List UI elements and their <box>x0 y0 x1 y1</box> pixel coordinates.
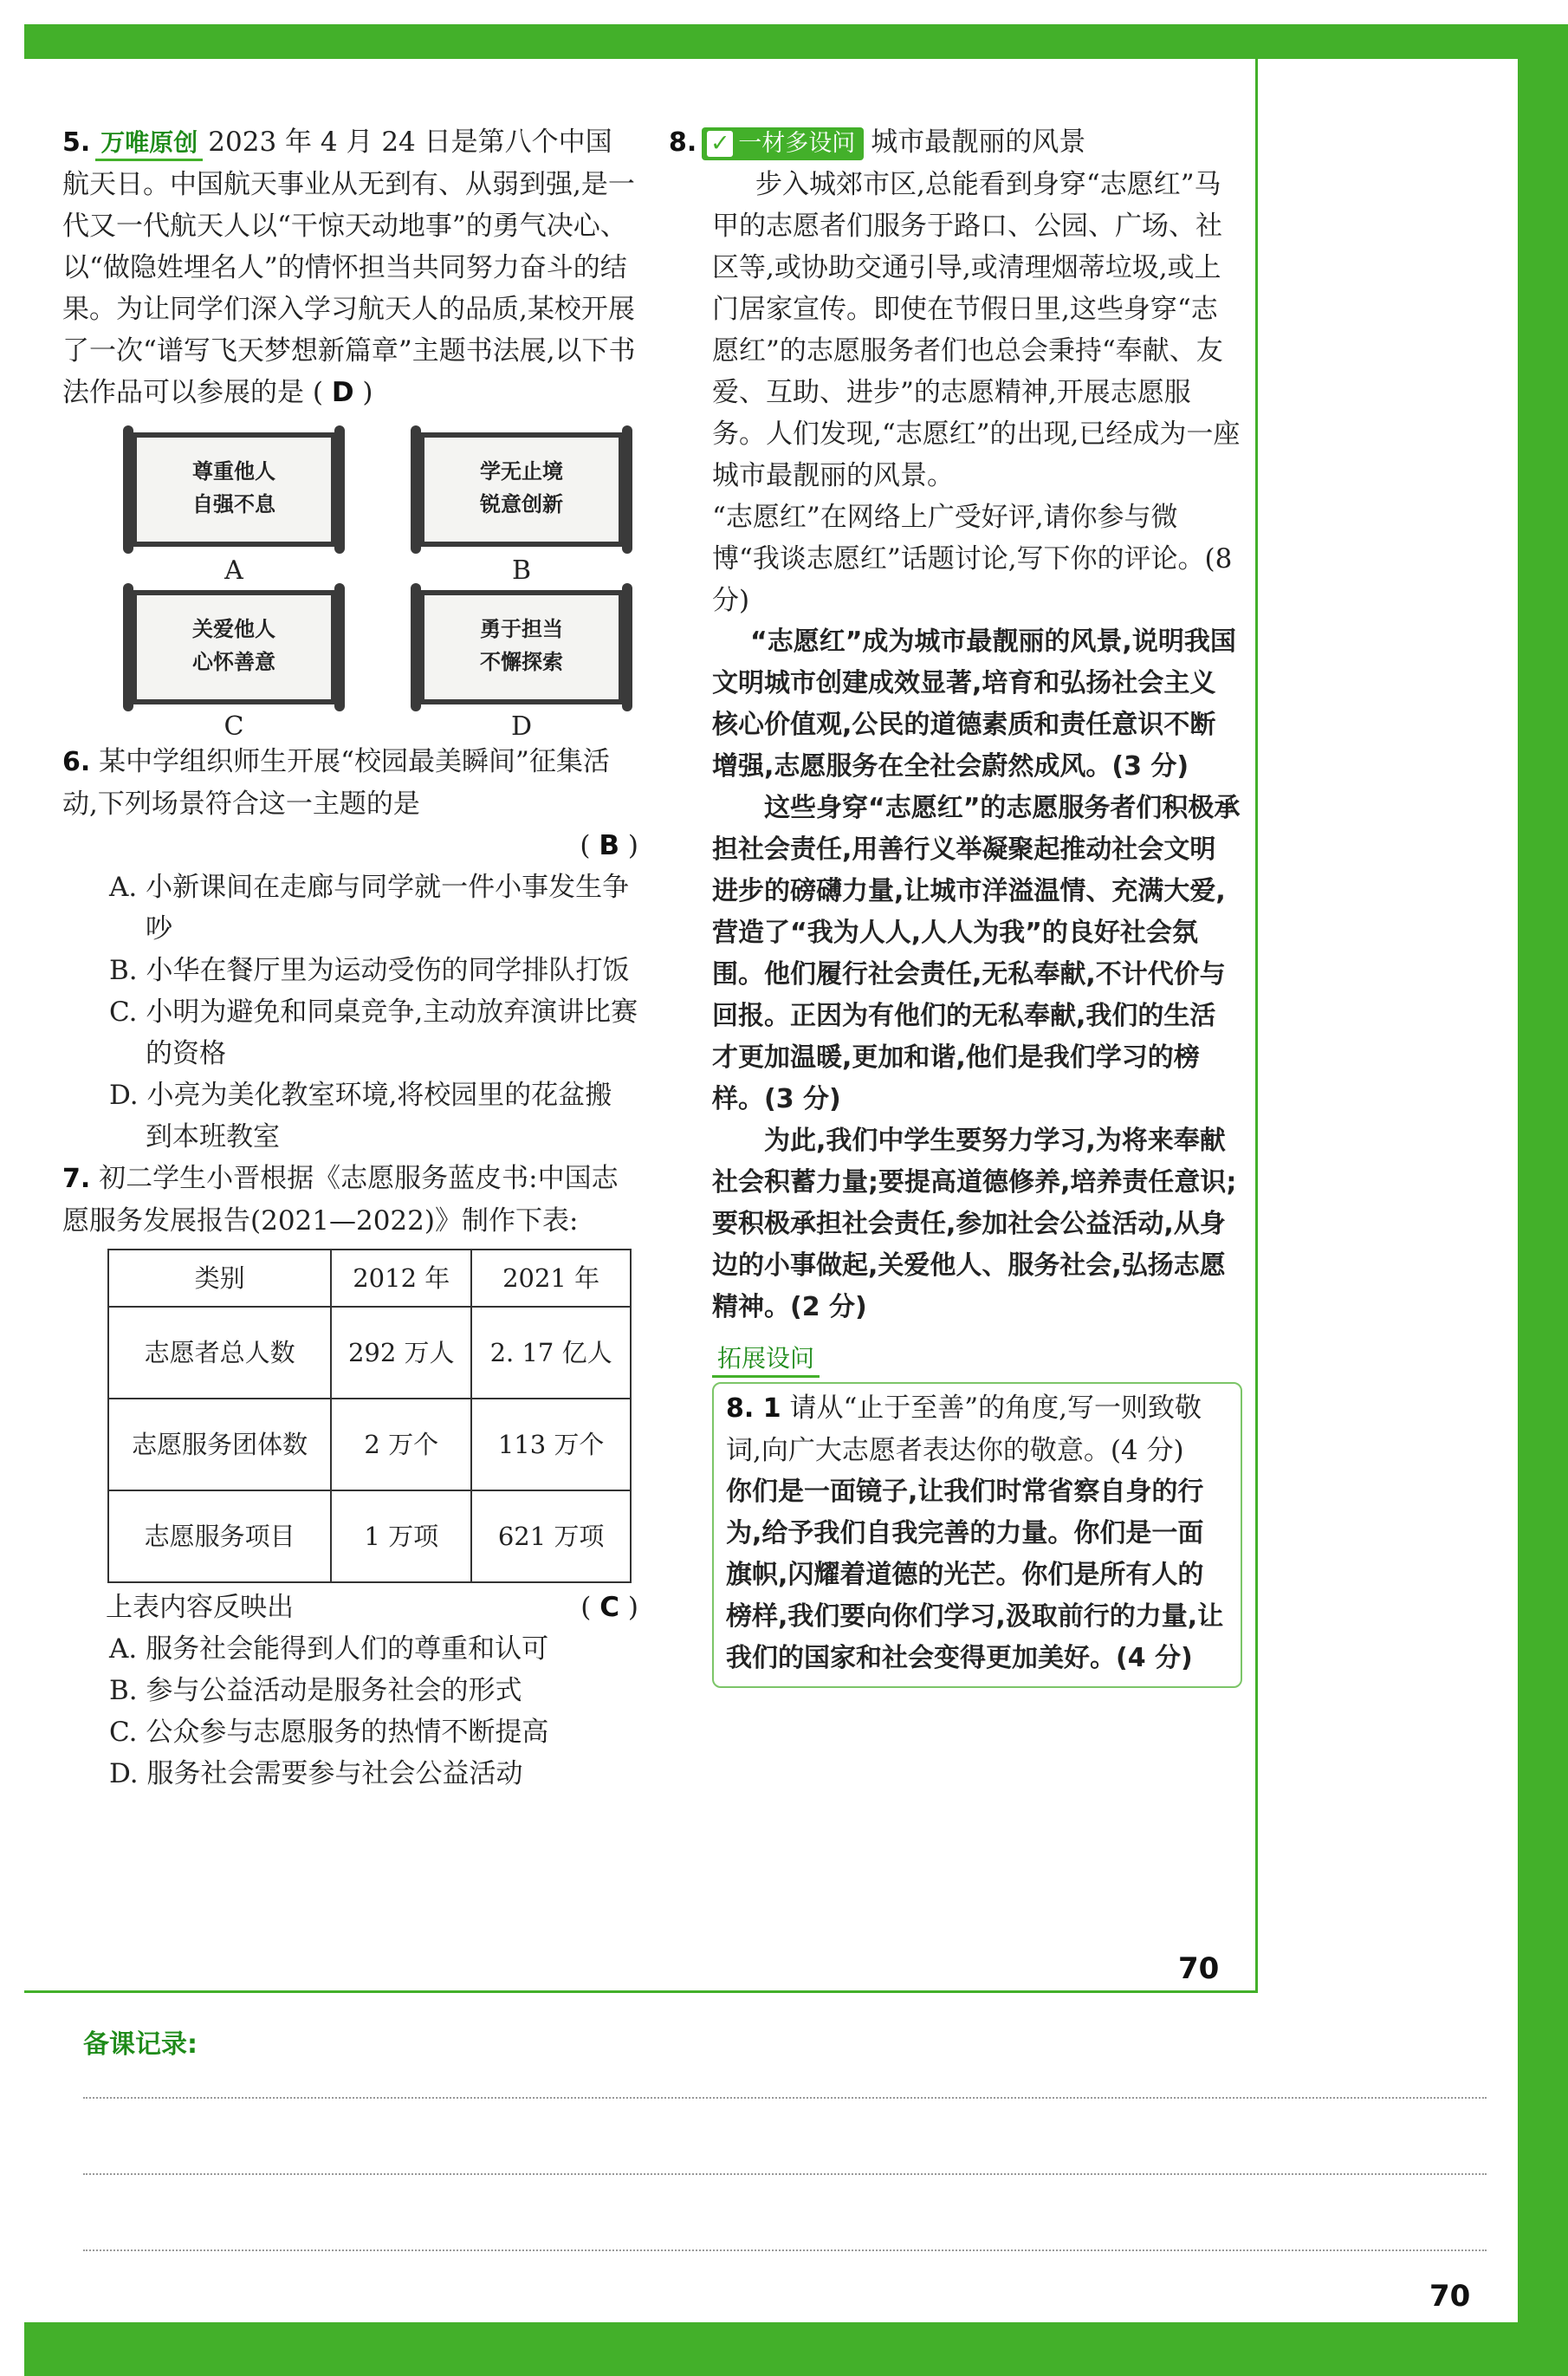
data-table <box>107 1249 632 1583</box>
scroll-b <box>419 432 624 547</box>
tag-text: 一材多设问 <box>738 130 856 157</box>
note-line <box>83 2097 1487 2099</box>
answer-bracket <box>62 825 638 867</box>
open-bracket: ( <box>580 1592 592 1623</box>
table-cell: 志愿服务项目 <box>108 1490 331 1582</box>
table-header: 2021 年 <box>471 1250 631 1307</box>
question-6 <box>62 741 638 1158</box>
question-8-heading <box>669 121 1241 164</box>
answer-paragraph-1: “志愿红”成为城市最靓丽的风景,说明我国文明城市创建成效显著,培育和弘扬社会主义核心价值观,公民的道德素质和责任意识不断增强,志愿服务在全社会蔚然成风。(3 分) <box>712 626 1236 782</box>
table-cell: 志愿服务团体数 <box>108 1399 331 1490</box>
extension-box <box>712 1382 1242 1688</box>
scroll-line: 尊重他人 <box>192 458 275 484</box>
answer: B <box>599 830 620 861</box>
question-7 <box>62 1158 638 1795</box>
question-number: 8. <box>669 127 697 158</box>
right-column <box>669 121 1241 1688</box>
stem-text: 上表内容反映出 <box>106 1592 294 1623</box>
option: B. 参与公益活动是服务社会的形式 <box>109 1675 522 1706</box>
table-header: 类别 <box>108 1250 331 1307</box>
scroll-a <box>132 432 336 547</box>
question-number: 7. <box>62 1164 91 1194</box>
scroll-line: 勇于担当 <box>480 616 563 641</box>
check-icon: ✓ <box>707 131 733 157</box>
question-8 <box>669 121 1241 1328</box>
table-header: 2012 年 <box>331 1250 471 1307</box>
scroll-line: 自强不息 <box>192 491 275 516</box>
close-bracket: ) <box>627 1592 638 1623</box>
option-label: C <box>224 711 244 742</box>
question-stem <box>62 1587 638 1628</box>
original-tag: 万唯原创 <box>95 127 203 161</box>
extension-question <box>726 1387 1228 1471</box>
left-column <box>62 121 638 1795</box>
scroll-line: 锐意创新 <box>480 491 563 516</box>
note-line <box>83 2173 1487 2175</box>
option: A. 服务社会能得到人们的尊重和认可 <box>109 1633 549 1665</box>
question-number: 6. <box>62 747 91 777</box>
inner-page-number: 70 <box>1178 1951 1220 1986</box>
question-number: 5. <box>62 127 91 158</box>
option-label: D <box>510 711 533 742</box>
question-number: 8. 1 <box>726 1393 781 1424</box>
material-title: 城市最靓丽的风景 <box>871 127 1086 158</box>
table-row <box>108 1399 631 1490</box>
option: A. 小新课间在走廊与同学就一件小事发生争吵 <box>109 872 630 945</box>
frame-bottom-bar <box>24 2322 1568 2376</box>
table-row <box>108 1490 631 1582</box>
table-cell: 2. 17 亿人 <box>471 1307 631 1399</box>
multi-question-tag <box>702 127 864 160</box>
question-text: 2023 年 4 月 24 日是第八个中国航天日。中国航天事业从无到有、从弱到强,是一代又一代航天人以“干惊天动地事”的勇气决心、以“做隐姓埋名人”的情怀担当共同努力奋斗的结果。为让同学们深入学习航天人的品质,某校开展了一次“谱写飞天梦想新篇章”主题书法展,以下书法作品可以参展的是 ( <box>62 127 636 408</box>
material-text: 步入城郊市区,总能看到身穿“志愿红”马甲的志愿者们服务于路口、公园、广场、社区等,或协助交通引导,或清理烟蒂垃圾,或上门居家宣传。即使在节假日里,这些身穿“志愿红”的志愿服务者们也总会秉持“奉献、友爱、互助、进步”的志愿精神,开展志愿服务。人们发现,“志愿红”的出现,已经成为一座城市最靓丽的风景。 <box>712 169 1241 491</box>
extension-title: 拓展设问 <box>712 1342 820 1378</box>
table-cell: 292 万人 <box>331 1307 471 1399</box>
note-line <box>83 2249 1487 2251</box>
option: C. 公众参与志愿服务的热情不断提高 <box>109 1717 549 1748</box>
option: C. 小明为避免和同桌竞争,主动放弃演讲比赛的资格 <box>109 996 638 1069</box>
scroll-c <box>132 590 336 704</box>
table-row <box>108 1307 631 1399</box>
table-cell: 志愿者总人数 <box>108 1307 331 1399</box>
scroll-line: 关爱他人 <box>192 616 275 641</box>
scroll-line: 学无止境 <box>480 458 563 484</box>
option-label: A <box>224 555 243 586</box>
close-bracket: ) <box>627 830 638 861</box>
option-label: B <box>511 555 532 586</box>
scroll-d <box>419 590 624 704</box>
answer-paragraph-3: 为此,我们中学生要努力学习,为将来奉献社会积蓄力量;要提高道德修养,培养责任意识;要积极承担社会责任,参加社会公益活动,从身边的小事做起,关爱他人、服务社会,弘扬志愿精神。(2 分) <box>712 1126 1237 1322</box>
answer: D <box>331 377 354 408</box>
scroll-line: 不懈探索 <box>480 649 563 674</box>
table-header-row <box>108 1250 631 1307</box>
option: D. 小亮为美化教室环境,将校园里的花盆搬到本班教室 <box>109 1080 612 1152</box>
calligraphy-options <box>62 420 638 742</box>
question-5 <box>62 121 638 413</box>
extension-section <box>712 1337 1242 1688</box>
close-bracket: ) <box>362 377 373 408</box>
extension-answer: 你们是一面镜子,让我们时常省察自身的行为,给予我们自我完善的力量。你们是一面旗帜,闪耀着道德的光芒。你们是所有人的榜样,我们要向你们学习,汲取前行的力量,让我们的国家和社会变得更加美好。(4 分) <box>726 1477 1224 1673</box>
frame-right-bar <box>1518 24 1568 2376</box>
table-cell: 2 万个 <box>331 1399 471 1490</box>
question-text: “志愿红”在网络上广受好评,请你参与微博“我谈志愿红”话题讨论,写下你的评论。(8 分) <box>712 502 1233 616</box>
open-bracket: ( <box>580 830 591 861</box>
answer-paragraph-2: 这些身穿“志愿红”的志愿服务者们积极承担社会责任,用善行义举凝聚起推动社会文明进步的磅礴力量,让城市洋溢温情、充满大爱,营造了“我为人人,人人为我”的良好社会氛围。他们履行社会责任,无私奉献,不计代价与回报。正因为有他们的无私奉献,我们的生活才更加温暖,更加和谐,他们是我们学习的榜样。(3 分) <box>712 793 1241 1114</box>
option: B. 小华在餐厅里为运动受伤的同学排队打饭 <box>109 955 630 986</box>
notes-label: 备课记录: <box>83 2029 198 2060</box>
question-text: 初二学生小晋根据《志愿服务蓝皮书:中国志愿服务发展报告(2021—2022)》制作下表: <box>62 1163 619 1237</box>
table-cell: 621 万项 <box>471 1490 631 1582</box>
table-cell: 1 万项 <box>331 1490 471 1582</box>
scroll-line: 心怀善意 <box>192 649 275 674</box>
outer-page-number: 70 <box>1429 2279 1471 2314</box>
answer: C <box>599 1592 620 1623</box>
question-text: 某中学组织师生开展“校园最美瞬间”征集活动,下列场景符合这一主题的是 <box>62 746 610 820</box>
frame-top-bar <box>24 24 1542 59</box>
question-text: 请从“止于至善”的角度,写一则致敬词,向广大志愿者表达你的敬意。(4 分) <box>726 1392 1202 1466</box>
option: D. 服务社会需要参与社会公益活动 <box>109 1758 523 1789</box>
table-cell: 113 万个 <box>471 1399 631 1490</box>
answer-bracket <box>580 1587 638 1628</box>
